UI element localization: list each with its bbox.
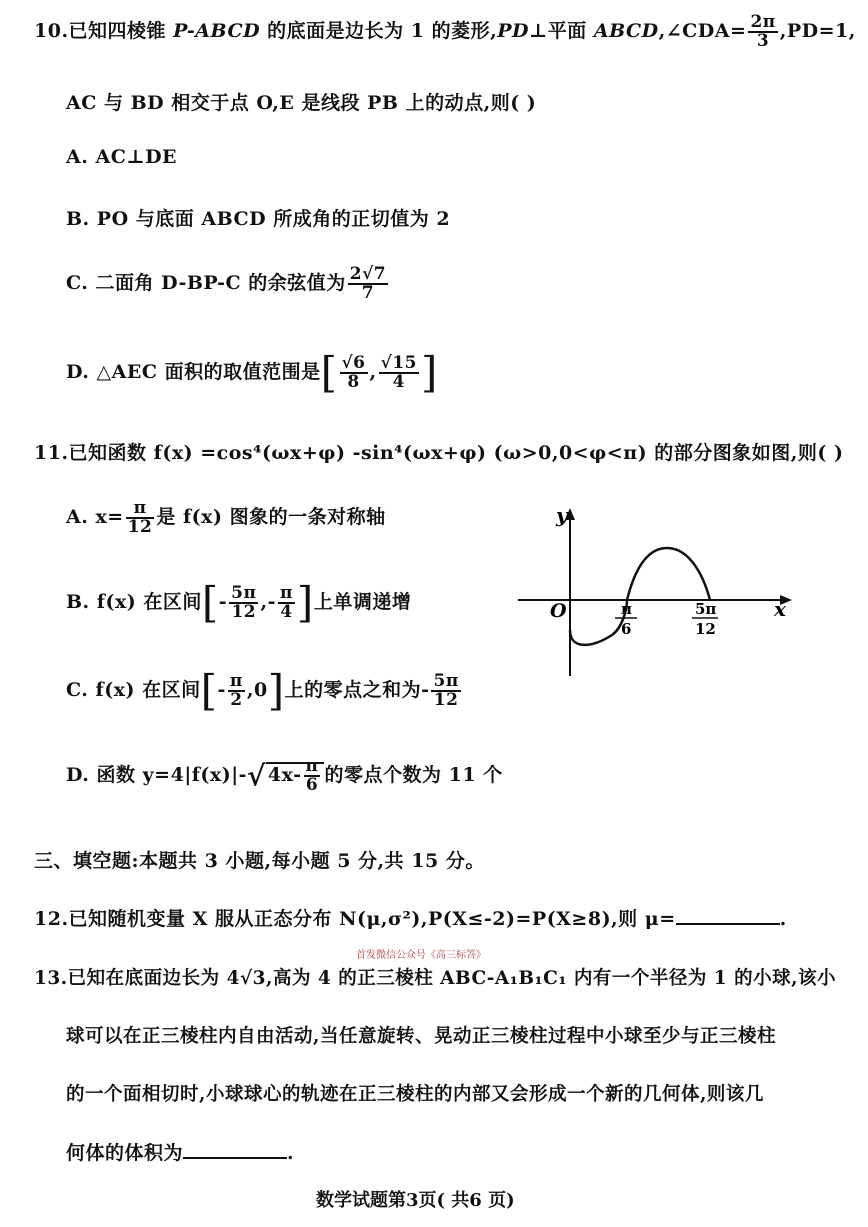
- q10-plane: ABCD: [593, 20, 659, 42]
- graph-tick2-num: 5π: [695, 600, 717, 618]
- graph-x-label: x: [774, 597, 786, 621]
- q10-option-c: C. 二面角 D-BP-C 的余弦值为 $\frac{2√7}{7}$: [66, 264, 387, 303]
- q10-angle: ,∠CDA=: [658, 20, 747, 42]
- q10-pyramid-name: P-ABCD: [173, 20, 261, 42]
- q13-line2: 球可以在正三棱柱内自由活动,当任意旋转、晃动正三棱柱过程中小球至少与正三棱柱: [66, 1026, 776, 1047]
- graph-tick1-den: 6: [621, 620, 632, 638]
- q11-stem: 11.已知函数 f(x) =cos⁴(ωx+φ) -sin⁴(ωx+φ) (ω>0,0<φ<π) 的部分图象如图,则( ): [34, 442, 844, 464]
- section3-heading: 三、填空题:本题共 3 小题,每小题 5 分,共 15 分。: [34, 850, 485, 872]
- graph-origin-label: O: [550, 600, 567, 622]
- graph-tick1-num: π: [621, 600, 632, 618]
- q10-base-desc: 的底面是边长为 1 的菱形,: [260, 20, 498, 42]
- q11-option-d: D. 函数 y=4|f(x)|-√ 4x- $\frac{\pi}{6}$ 的零点个数为 11 个: [66, 756, 503, 795]
- q11-function-graph: [512, 500, 802, 680]
- q12-answer-blank[interactable]: [676, 904, 780, 925]
- graph-tick2-den: 12: [695, 620, 716, 638]
- q13-line1: 13.已知在底面边长为 4√3,高为 4 的正三棱柱 ABC-A₁B₁C₁ 内有一个半径为 1 的小球,该小: [34, 968, 837, 989]
- function-curve: [570, 548, 710, 645]
- q10-option-b: B. PO 与底面 ABCD 所成角的正切值为 2: [66, 208, 451, 230]
- q10-intro: 10.已知四棱锥: [34, 20, 174, 42]
- q10-option-d: D. △AEC 面积的取值范围是[ $\frac{√6}{8}$ , $\frac{√15}{4}$ ]: [66, 348, 438, 397]
- q13-line4: 何体的体积为 .: [66, 1138, 294, 1165]
- q10-line2: AC 与 BD 相交于点 O,E 是线段 PB 上的动点,则( ): [66, 92, 537, 114]
- q10-optd-frac2: $\frac{√15}{4}$: [380, 353, 417, 392]
- q10-perp: ⊥平面: [529, 20, 594, 42]
- q10-pd-eq: ,PD=1,: [779, 20, 856, 42]
- q11-option-b: B. f(x) 在区间[- $\frac{5\pi}{12}$ ,- $\frac{\pi}{4}$ ]上单调递增: [66, 578, 412, 627]
- q10-angle-fraction: $\frac{2\pi}{3}$: [750, 12, 776, 51]
- q13-line3: 的一个面相切时,小球球心的轨迹在正三棱柱的内部又会形成一个新的几何体,则该几: [66, 1084, 764, 1105]
- q11-option-a: A. x= $\frac{\pi}{12}$ 是 f(x) 图象的一条对称轴: [66, 498, 386, 537]
- q13-answer-blank[interactable]: [183, 1138, 287, 1159]
- q12-line: 12.已知随机变量 X 服从正态分布 N(μ,σ²),P(X≤-2)=P(X≥8),则 μ= .: [34, 904, 787, 931]
- watermark: 首发微信公众号《高三标答》: [356, 950, 486, 961]
- q10-line1: [34, 14, 856, 50]
- q10-optd-frac1: $\frac{√6}{8}$: [341, 353, 366, 392]
- q10-pd: PD: [497, 20, 530, 42]
- q10-option-a: A. AC⊥DE: [66, 146, 178, 168]
- graph-y-label: y: [556, 503, 568, 527]
- q10-optc-fraction: $\frac{2√7}{7}$: [349, 264, 387, 303]
- page-footer: 数学试题第3页( 共6 页): [316, 1190, 515, 1211]
- q11-option-c: C. f(x) 在区间[- $\frac{\pi}{2}$ ,0]上的零点之和为- $\frac{5\pi}{12}$: [66, 666, 459, 715]
